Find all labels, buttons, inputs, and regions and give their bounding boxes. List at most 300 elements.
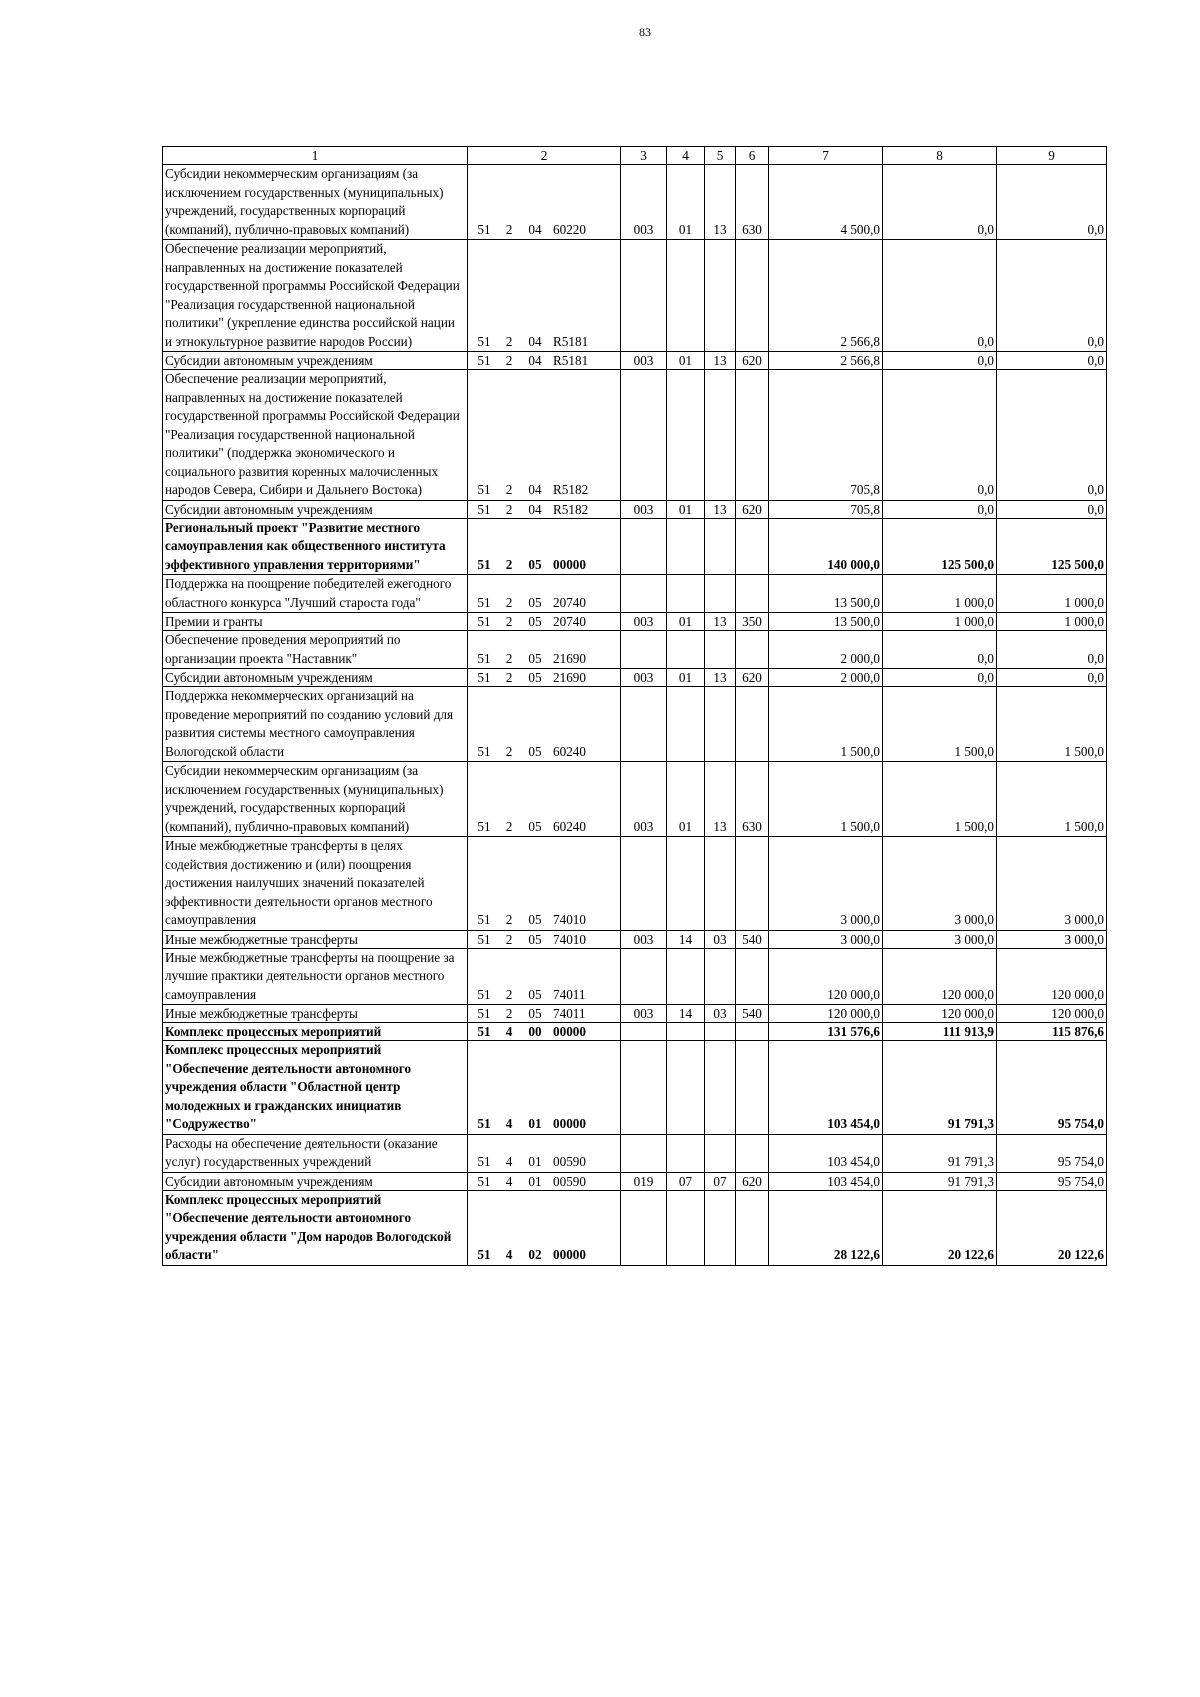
target-code-part: 4 bbox=[505, 1247, 513, 1262]
agency-code bbox=[621, 575, 667, 613]
target-code-part: 2 bbox=[505, 1006, 513, 1021]
amount-col-7: 1 500,0 bbox=[769, 687, 883, 762]
subsection-code: 13 bbox=[705, 352, 736, 370]
target-code-part: 00000 bbox=[553, 1116, 586, 1131]
target-code-parts bbox=[470, 1173, 618, 1190]
table-row bbox=[163, 837, 1107, 931]
amount-col-9: 0,0 bbox=[997, 352, 1107, 370]
row-name: Поддержка некоммерческих организаций на проведение мероприятий по созданию условий для развития системы местного самоуправления Вологодской области bbox=[163, 687, 468, 762]
budget-table bbox=[162, 146, 1107, 1266]
subsection-code: 13 bbox=[705, 669, 736, 687]
table-row bbox=[163, 1172, 1107, 1190]
target-code-part: 74011 bbox=[553, 1006, 586, 1021]
target-code-part: 21690 bbox=[553, 650, 586, 666]
section-code bbox=[667, 240, 705, 352]
target-code-part: R5182 bbox=[553, 501, 589, 517]
amount-col-7: 13 500,0 bbox=[769, 613, 883, 631]
amount-col-9: 95 754,0 bbox=[997, 1172, 1107, 1190]
amount-col-7: 120 000,0 bbox=[769, 1005, 883, 1023]
amount-col-8: 0,0 bbox=[883, 500, 997, 518]
expense-type-code: 620 bbox=[736, 500, 769, 518]
expense-type-code bbox=[736, 370, 769, 501]
expense-type-code bbox=[736, 1041, 769, 1135]
table-row bbox=[163, 1041, 1107, 1135]
subsection-code bbox=[705, 1134, 736, 1172]
target-code-parts bbox=[470, 669, 618, 686]
agency-code bbox=[621, 240, 667, 352]
amount-col-7: 705,8 bbox=[769, 500, 883, 518]
header-cell-8: 8 bbox=[883, 147, 997, 165]
section-code: 14 bbox=[667, 1005, 705, 1023]
agency-code bbox=[621, 948, 667, 1005]
amount-col-9: 115 876,6 bbox=[997, 1023, 1107, 1041]
amount-col-7: 705,8 bbox=[769, 370, 883, 501]
target-code-part: 2 bbox=[505, 818, 513, 834]
agency-code: 003 bbox=[621, 613, 667, 631]
header-cell-2: 2 bbox=[468, 147, 621, 165]
amount-col-7: 3 000,0 bbox=[769, 837, 883, 931]
target-code-part: 51 bbox=[477, 221, 491, 237]
target-code-part: 51 bbox=[477, 501, 491, 517]
amount-col-8: 91 791,3 bbox=[883, 1134, 997, 1172]
amount-col-7: 103 454,0 bbox=[769, 1172, 883, 1190]
row-name: Иные межбюджетные трансферты на поощрение за лучшие практики деятельности органов местного самоуправления bbox=[163, 948, 468, 1005]
amount-col-7: 4 500,0 bbox=[769, 165, 883, 240]
target-code-part: 05 bbox=[528, 931, 542, 947]
agency-code: 003 bbox=[621, 165, 667, 240]
section-code bbox=[667, 1041, 705, 1135]
amount-col-7: 2 566,8 bbox=[769, 240, 883, 352]
amount-col-9: 0,0 bbox=[997, 500, 1107, 518]
header-cell-3: 3 bbox=[621, 147, 667, 165]
amount-col-9: 120 000,0 bbox=[997, 948, 1107, 1005]
target-code-part: 04 bbox=[528, 501, 542, 517]
target-code bbox=[468, 1134, 621, 1172]
target-code-part: 05 bbox=[528, 556, 542, 572]
subsection-code bbox=[705, 631, 736, 669]
table-row bbox=[163, 1134, 1107, 1172]
amount-col-9: 1 000,0 bbox=[997, 575, 1107, 613]
row-name: Обеспечение реализации мероприятий, направленных на достижение показателей государственной программы Российской Федерации "Реализация государственной национальной политики" (поддержка экономического и социального развития коренных малочисленных народов Севера, Сибири и Дальнего Востока) bbox=[163, 370, 468, 501]
amount-col-8: 20 122,6 bbox=[883, 1190, 997, 1265]
amount-col-7: 2 000,0 bbox=[769, 669, 883, 687]
agency-code bbox=[621, 687, 667, 762]
row-name: Комплекс процессных мероприятий "Обеспечение деятельности автономного учреждения области "Дом народов Вологодской области" bbox=[163, 1190, 468, 1265]
target-code-part: 04 bbox=[528, 353, 542, 368]
amount-col-9: 20 122,6 bbox=[997, 1190, 1107, 1265]
amount-col-8: 3 000,0 bbox=[883, 837, 997, 931]
target-code bbox=[468, 500, 621, 518]
target-code bbox=[468, 837, 621, 931]
table-row bbox=[163, 165, 1107, 240]
amount-col-8: 120 000,0 bbox=[883, 948, 997, 1005]
target-code-part: 2 bbox=[505, 501, 513, 517]
amount-col-8: 1 000,0 bbox=[883, 613, 997, 631]
amount-col-7: 3 000,0 bbox=[769, 930, 883, 948]
target-code-part: 02 bbox=[528, 1247, 542, 1262]
section-code: 01 bbox=[667, 762, 705, 837]
target-code-part: 51 bbox=[477, 743, 491, 759]
amount-col-8: 91 791,3 bbox=[883, 1172, 997, 1190]
agency-code bbox=[621, 370, 667, 501]
target-code-part: 2 bbox=[505, 650, 513, 666]
target-code-part: 2 bbox=[505, 594, 513, 610]
target-code-part: 05 bbox=[528, 650, 542, 666]
table-row bbox=[163, 762, 1107, 837]
table-row bbox=[163, 687, 1107, 762]
amount-col-8: 0,0 bbox=[883, 631, 997, 669]
subsection-code bbox=[705, 370, 736, 501]
expense-type-code bbox=[736, 1023, 769, 1041]
section-code bbox=[667, 575, 705, 613]
target-code-parts bbox=[470, 556, 618, 575]
target-code-parts bbox=[470, 650, 618, 669]
table-row bbox=[163, 930, 1107, 948]
table-row bbox=[163, 575, 1107, 613]
target-code-parts bbox=[470, 743, 618, 762]
table-row bbox=[163, 669, 1107, 687]
target-code-part: 20740 bbox=[553, 594, 586, 610]
target-code-part: 51 bbox=[477, 482, 491, 497]
expense-type-code bbox=[736, 631, 769, 669]
target-code bbox=[468, 948, 621, 1005]
target-code-part: 51 bbox=[477, 1247, 491, 1262]
target-code-part: 60240 bbox=[553, 743, 586, 759]
section-code: 01 bbox=[667, 500, 705, 518]
target-code bbox=[468, 762, 621, 837]
table-row bbox=[163, 631, 1107, 669]
amount-col-9: 0,0 bbox=[997, 165, 1107, 240]
row-name: Комплекс процессных мероприятий "Обеспечение деятельности автономного учреждения области "Областной центр молодежных и гражданских инициатив "Содружество" bbox=[163, 1041, 468, 1135]
target-code-part: 60220 bbox=[553, 221, 586, 237]
header-row bbox=[163, 147, 1107, 165]
target-code-part: 00590 bbox=[553, 1173, 586, 1189]
agency-code: 003 bbox=[621, 930, 667, 948]
amount-col-7: 103 454,0 bbox=[769, 1134, 883, 1172]
target-code-parts bbox=[470, 333, 618, 352]
row-name: Иные межбюджетные трансферты bbox=[163, 1005, 468, 1023]
table-row bbox=[163, 948, 1107, 1005]
table-row bbox=[163, 240, 1107, 352]
subsection-code bbox=[705, 948, 736, 1005]
target-code-part: 4 bbox=[505, 1154, 513, 1169]
target-code-part: 04 bbox=[528, 482, 542, 497]
row-name: Обеспечение реализации мероприятий, направленных на достижение показателей государственной программы Российской Федерации "Реализация государственной национальной политики" (укрепление единства российской нации и этнокультурное развитие народов России) bbox=[163, 240, 468, 352]
table-row bbox=[163, 518, 1107, 575]
amount-col-9: 125 500,0 bbox=[997, 518, 1107, 575]
target-code-part: 51 bbox=[477, 912, 491, 927]
target-code-parts bbox=[470, 1005, 618, 1022]
subsection-code bbox=[705, 240, 736, 352]
target-code-part: 2 bbox=[505, 353, 513, 368]
amount-col-7: 1 500,0 bbox=[769, 762, 883, 837]
amount-col-7: 13 500,0 bbox=[769, 575, 883, 613]
amount-col-7: 103 454,0 bbox=[769, 1041, 883, 1135]
target-code bbox=[468, 930, 621, 948]
amount-col-9: 1 500,0 bbox=[997, 762, 1107, 837]
target-code-parts bbox=[470, 1153, 618, 1172]
agency-code bbox=[621, 1023, 667, 1041]
expense-type-code: 540 bbox=[736, 1005, 769, 1023]
target-code-part: 05 bbox=[528, 743, 542, 759]
expense-type-code: 540 bbox=[736, 930, 769, 948]
amount-col-7: 2 566,8 bbox=[769, 352, 883, 370]
section-code: 01 bbox=[667, 669, 705, 687]
amount-col-8: 1 500,0 bbox=[883, 687, 997, 762]
amount-col-8: 3 000,0 bbox=[883, 930, 997, 948]
section-code bbox=[667, 1134, 705, 1172]
section-code bbox=[667, 631, 705, 669]
target-code-part: 51 bbox=[477, 670, 491, 685]
target-code-part: 2 bbox=[505, 333, 513, 349]
section-code: 01 bbox=[667, 352, 705, 370]
target-code-parts bbox=[470, 911, 618, 930]
amount-col-8: 125 500,0 bbox=[883, 518, 997, 575]
expense-type-code: 630 bbox=[736, 762, 769, 837]
target-code-part: 2 bbox=[505, 556, 513, 572]
amount-col-8: 0,0 bbox=[883, 669, 997, 687]
target-code-part: 74011 bbox=[553, 986, 586, 1002]
target-code bbox=[468, 1190, 621, 1265]
target-code-part: 2 bbox=[505, 912, 513, 927]
expense-type-code: 630 bbox=[736, 165, 769, 240]
subsection-code: 03 bbox=[705, 1005, 736, 1023]
target-code-part: 51 bbox=[477, 650, 491, 666]
header-cell-1: 1 bbox=[163, 147, 468, 165]
target-code-part: 4 bbox=[505, 1116, 513, 1131]
expense-type-code bbox=[736, 1190, 769, 1265]
agency-code bbox=[621, 837, 667, 931]
row-name: Субсидии некоммерческим организациям (за исключением государственных (муниципальных) учреждений, государственных корпораций (компаний), публично-правовых компаний) bbox=[163, 165, 468, 240]
agency-code bbox=[621, 1190, 667, 1265]
target-code-part: 2 bbox=[505, 743, 513, 759]
expense-type-code bbox=[736, 948, 769, 1005]
row-name: Субсидии автономным учреждениям bbox=[163, 669, 468, 687]
amount-col-7: 140 000,0 bbox=[769, 518, 883, 575]
row-name: Иные межбюджетные трансферты в целях содействия достижению и (или) поощрения достижения наилучших значений показателей эффективности деятельности органов местного самоуправления bbox=[163, 837, 468, 931]
target-code-part: R5181 bbox=[553, 333, 589, 349]
subsection-code bbox=[705, 687, 736, 762]
target-code-part: 00 bbox=[528, 1024, 542, 1039]
target-code-parts bbox=[470, 481, 618, 500]
target-code-part: 2 bbox=[505, 670, 513, 685]
target-code bbox=[468, 240, 621, 352]
target-code-part: 05 bbox=[528, 912, 542, 927]
table-row bbox=[163, 352, 1107, 370]
target-code-part: 51 bbox=[477, 1024, 491, 1039]
amount-col-7: 2 000,0 bbox=[769, 631, 883, 669]
row-name: Расходы на обеспечение деятельности (оказание услуг) государственных учреждений bbox=[163, 1134, 468, 1172]
target-code-part: 51 bbox=[477, 1006, 491, 1021]
row-name: Региональный проект "Развитие местного самоуправления как общественного института эффективного управления территориями" bbox=[163, 518, 468, 575]
subsection-code bbox=[705, 1041, 736, 1135]
target-code bbox=[468, 669, 621, 687]
amount-col-9: 3 000,0 bbox=[997, 837, 1107, 931]
amount-col-9: 3 000,0 bbox=[997, 930, 1107, 948]
section-code: 14 bbox=[667, 930, 705, 948]
target-code-part: 51 bbox=[477, 1173, 491, 1189]
subsection-code bbox=[705, 575, 736, 613]
target-code-part: 60240 bbox=[553, 818, 586, 834]
target-code-parts bbox=[470, 594, 618, 613]
target-code bbox=[468, 613, 621, 631]
amount-col-9: 1 000,0 bbox=[997, 613, 1107, 631]
amount-col-8: 91 791,3 bbox=[883, 1041, 997, 1135]
target-code-part: 04 bbox=[528, 221, 542, 237]
target-code-parts bbox=[470, 1246, 618, 1265]
target-code bbox=[468, 1005, 621, 1023]
subsection-code bbox=[705, 837, 736, 931]
target-code-part: 20740 bbox=[553, 614, 586, 629]
amount-col-9: 0,0 bbox=[997, 240, 1107, 352]
target-code-parts bbox=[470, 221, 618, 240]
target-code bbox=[468, 687, 621, 762]
amount-col-9: 1 500,0 bbox=[997, 687, 1107, 762]
target-code-part: 2 bbox=[505, 986, 513, 1002]
target-code-part: 05 bbox=[528, 986, 542, 1002]
target-code-parts bbox=[470, 931, 618, 948]
target-code-part: 51 bbox=[477, 1154, 491, 1169]
amount-col-8: 0,0 bbox=[883, 370, 997, 501]
target-code-part: 2 bbox=[505, 931, 513, 947]
amount-col-7: 120 000,0 bbox=[769, 948, 883, 1005]
target-code-part: 00000 bbox=[553, 1024, 586, 1039]
agency-code: 003 bbox=[621, 762, 667, 837]
target-code bbox=[468, 1041, 621, 1135]
target-code bbox=[468, 352, 621, 370]
target-code bbox=[468, 1172, 621, 1190]
amount-col-8: 120 000,0 bbox=[883, 1005, 997, 1023]
expense-type-code bbox=[736, 240, 769, 352]
row-name: Субсидии автономным учреждениям bbox=[163, 1172, 468, 1190]
header-cell-4: 4 bbox=[667, 147, 705, 165]
row-name: Обеспечение проведения мероприятий по организации проекта "Наставник" bbox=[163, 631, 468, 669]
table-row bbox=[163, 500, 1107, 518]
amount-col-7: 28 122,6 bbox=[769, 1190, 883, 1265]
subsection-code bbox=[705, 1190, 736, 1265]
target-code-part: 05 bbox=[528, 594, 542, 610]
target-code-parts bbox=[470, 613, 618, 630]
target-code bbox=[468, 370, 621, 501]
target-code-part: 51 bbox=[477, 1116, 491, 1131]
expense-type-code: 620 bbox=[736, 669, 769, 687]
target-code-part: 51 bbox=[477, 556, 491, 572]
target-code bbox=[468, 165, 621, 240]
target-code-parts bbox=[470, 352, 618, 369]
expense-type-code bbox=[736, 1134, 769, 1172]
section-code: 01 bbox=[667, 165, 705, 240]
section-code bbox=[667, 370, 705, 501]
page-number: 83 bbox=[639, 25, 651, 39]
target-code-part: 00000 bbox=[553, 1247, 586, 1262]
target-code-part: 05 bbox=[528, 818, 542, 834]
target-code-part: 74010 bbox=[553, 912, 586, 927]
target-code-part: 05 bbox=[528, 670, 542, 685]
target-code bbox=[468, 631, 621, 669]
target-code-part: 2 bbox=[505, 614, 513, 629]
subsection-code: 13 bbox=[705, 762, 736, 837]
target-code-part: 00590 bbox=[553, 1154, 586, 1169]
target-code-part: R5181 bbox=[553, 353, 589, 368]
section-code bbox=[667, 518, 705, 575]
row-name: Комплекс процессных мероприятий bbox=[163, 1023, 468, 1041]
agency-code: 003 bbox=[621, 1005, 667, 1023]
target-code bbox=[468, 1023, 621, 1041]
expense-type-code: 620 bbox=[736, 352, 769, 370]
subsection-code: 13 bbox=[705, 500, 736, 518]
amount-col-8: 1 000,0 bbox=[883, 575, 997, 613]
target-code-part: 04 bbox=[528, 333, 542, 349]
agency-code: 019 bbox=[621, 1172, 667, 1190]
section-code bbox=[667, 1190, 705, 1265]
target-code-part: 00000 bbox=[553, 556, 586, 572]
row-name: Субсидии автономным учреждениям bbox=[163, 352, 468, 370]
target-code-part: 01 bbox=[528, 1154, 542, 1169]
row-name: Иные межбюджетные трансферты bbox=[163, 930, 468, 948]
subsection-code: 13 bbox=[705, 165, 736, 240]
table-row bbox=[163, 1005, 1107, 1023]
target-code-parts bbox=[470, 818, 618, 837]
amount-col-9: 0,0 bbox=[997, 669, 1107, 687]
agency-code: 003 bbox=[621, 500, 667, 518]
amount-col-7: 131 576,6 bbox=[769, 1023, 883, 1041]
target-code-part: 51 bbox=[477, 818, 491, 834]
header-cell-5: 5 bbox=[705, 147, 736, 165]
target-code-part: 05 bbox=[528, 1006, 542, 1021]
section-code bbox=[667, 948, 705, 1005]
subsection-code bbox=[705, 1023, 736, 1041]
target-code bbox=[468, 575, 621, 613]
amount-col-8: 0,0 bbox=[883, 165, 997, 240]
amount-col-8: 0,0 bbox=[883, 352, 997, 370]
target-code-part: R5182 bbox=[553, 482, 589, 497]
expense-type-code bbox=[736, 575, 769, 613]
target-code-part: 01 bbox=[528, 1173, 542, 1189]
expense-type-code bbox=[736, 687, 769, 762]
header-cell-6: 6 bbox=[736, 147, 769, 165]
amount-col-8: 0,0 bbox=[883, 240, 997, 352]
target-code-part: 51 bbox=[477, 333, 491, 349]
subsection-code: 03 bbox=[705, 930, 736, 948]
target-code-part: 51 bbox=[477, 614, 491, 629]
amount-col-8: 1 500,0 bbox=[883, 762, 997, 837]
amount-col-8: 111 913,9 bbox=[883, 1023, 997, 1041]
section-code bbox=[667, 687, 705, 762]
target-code-part: 51 bbox=[477, 594, 491, 610]
target-code-part: 74010 bbox=[553, 931, 586, 947]
target-code-part: 21690 bbox=[553, 670, 586, 685]
section-code bbox=[667, 1023, 705, 1041]
target-code-parts bbox=[470, 501, 618, 518]
target-code-part: 2 bbox=[505, 482, 513, 497]
target-code-parts bbox=[470, 1023, 618, 1040]
target-code bbox=[468, 518, 621, 575]
target-code-part: 4 bbox=[505, 1173, 513, 1189]
header-cell-7: 7 bbox=[769, 147, 883, 165]
subsection-code: 13 bbox=[705, 613, 736, 631]
target-code-part: 01 bbox=[528, 1116, 542, 1131]
section-code: 07 bbox=[667, 1172, 705, 1190]
target-code-parts bbox=[470, 986, 618, 1005]
target-code-part: 51 bbox=[477, 986, 491, 1002]
agency-code bbox=[621, 631, 667, 669]
expense-type-code bbox=[736, 518, 769, 575]
agency-code: 003 bbox=[621, 352, 667, 370]
target-code-part: 4 bbox=[505, 1024, 513, 1039]
agency-code bbox=[621, 1134, 667, 1172]
agency-code: 003 bbox=[621, 669, 667, 687]
target-code-parts bbox=[470, 1115, 618, 1134]
